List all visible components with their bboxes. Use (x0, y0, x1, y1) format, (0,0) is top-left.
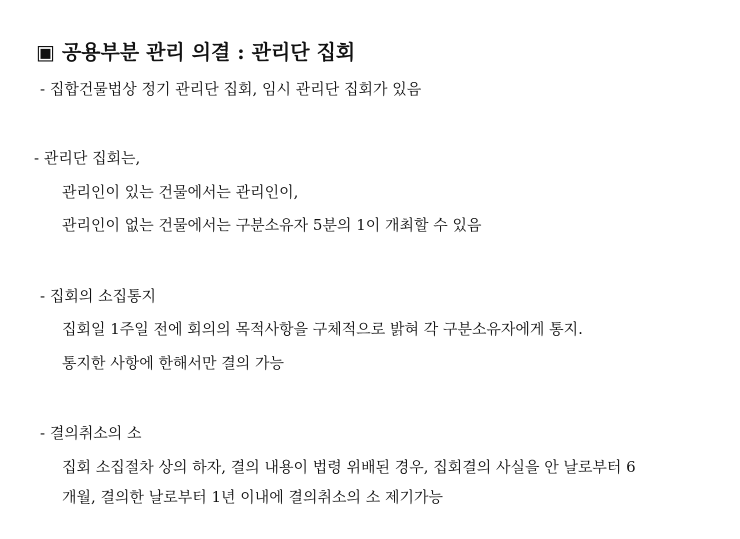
section-2-line-2: 관리인이 없는 건물에서는 구분소유자 5분의 1이 개최할 수 있음 (62, 216, 482, 234)
section-2-line-1: 관리인이 있는 건물에서는 관리인이, (62, 183, 299, 201)
section-4-line-1: 집회 소집절차 상의 하자, 결의 내용이 법령 위배된 경우, 집회결의 사실을 안 날로부터 6 (62, 458, 636, 476)
section-1-bullet: - 집합건물법상 정기 관리단 집회, 임시 관리단 집회가 있음 (40, 80, 422, 98)
section-4-bullet: - 결의취소의 소 (40, 424, 142, 442)
section-3-line-1: 집회일 1주일 전에 회의의 목적사항을 구체적으로 밝혀 각 구분소유자에게 통지. (62, 320, 583, 338)
section-4-line-2: 개월, 결의한 날로부터 1년 이내에 결의취소의 소 제기가능 (62, 488, 443, 506)
page-heading: ▣ 공용부분 관리 의결 : 관리단 집회 (36, 40, 356, 64)
section-2-bullet: - 관리단 집회는, (34, 149, 141, 167)
section-3-line-2: 통지한 사항에 한해서만 결의 가능 (62, 354, 284, 372)
section-3-bullet: - 집회의 소집통지 (40, 287, 157, 305)
